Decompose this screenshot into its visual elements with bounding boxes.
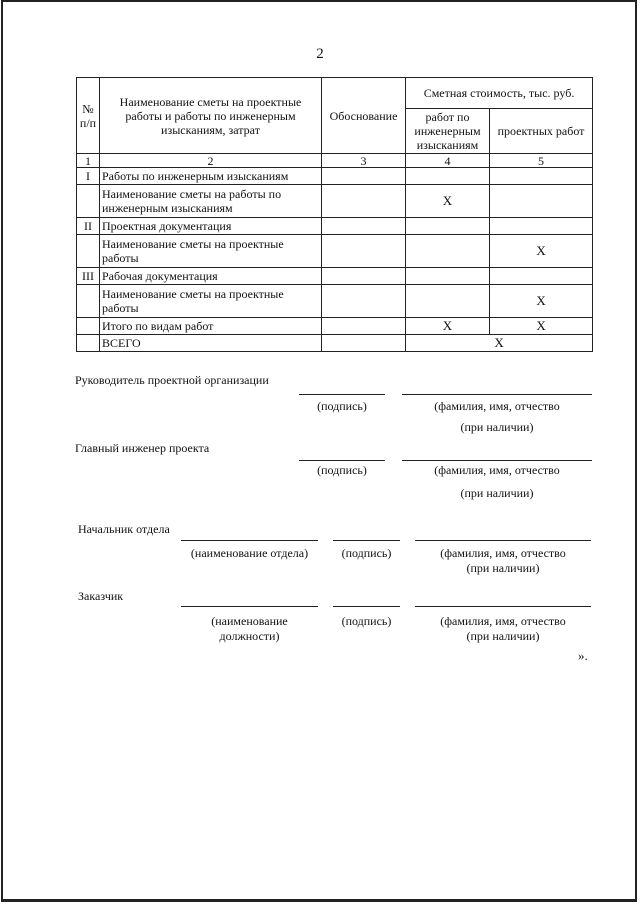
- table-row: [77, 268, 593, 285]
- dept-head-signature-line: [333, 540, 400, 541]
- customer-fio-note: (при наличии): [466, 629, 540, 643]
- customer-title: Заказчик: [78, 589, 124, 603]
- customer-signature-caption: (подпись): [341, 614, 392, 628]
- table-row: [77, 318, 593, 335]
- row-survey: [406, 235, 490, 268]
- row-design: Х: [490, 285, 593, 318]
- col-number: 4: [406, 154, 490, 168]
- customer-signature-line: [333, 606, 400, 607]
- row-survey: [406, 218, 490, 235]
- chief-engineer-fio-note: (при наличии): [460, 486, 534, 500]
- table-row: [77, 218, 593, 235]
- column-number-row: [77, 154, 593, 168]
- row-num: I: [77, 168, 100, 185]
- row-survey: [406, 268, 490, 285]
- col-number: 5: [490, 154, 593, 168]
- row-name: Наименование сметы на проектные работы: [100, 235, 322, 268]
- dept-head-title: Начальник отдела: [78, 522, 170, 536]
- table-row: [77, 185, 593, 218]
- row-design: Х: [490, 235, 593, 268]
- head-org-signature-line: [299, 394, 385, 395]
- row-design: Х: [490, 318, 593, 335]
- customer-position-caption: (наименование: [211, 614, 288, 628]
- row-name: Рабочая документация: [100, 268, 322, 285]
- customer-position-line: [181, 606, 318, 607]
- customer-fio-caption: (фамилия, имя, отчество: [440, 614, 566, 628]
- dept-head-fio-caption: (фамилия, имя, отчество: [440, 546, 566, 560]
- row-survey: [406, 285, 490, 318]
- chief-engineer-fio-caption: (фамилия, имя, отчество: [434, 463, 560, 477]
- table-row: [77, 235, 593, 268]
- table-row: [77, 168, 593, 185]
- estimate-table: [76, 77, 593, 352]
- chief-engineer-title: Главный инженер проекта: [75, 441, 210, 455]
- row-basis: [322, 285, 406, 318]
- row-name: Работы по инженерным изысканиям: [100, 168, 322, 185]
- row-design: [490, 268, 593, 285]
- chief-engineer-signature-caption: (подпись): [317, 463, 367, 477]
- head-org-title: Руководитель проектной организации: [75, 373, 269, 387]
- row-basis: [322, 268, 406, 285]
- row-basis: [322, 168, 406, 185]
- dept-head-fio-line: [415, 540, 591, 541]
- head-org-fio-caption: (фамилия, имя, отчество: [434, 399, 560, 413]
- row-survey: [406, 168, 490, 185]
- total-num: [77, 335, 100, 352]
- row-num: II: [77, 218, 100, 235]
- row-survey: Х: [406, 185, 490, 218]
- customer-position-note: должности): [219, 629, 280, 643]
- row-name: Итого по видам работ: [100, 318, 322, 335]
- row-num: III: [77, 268, 100, 285]
- row-num: [77, 318, 100, 335]
- row-name: Наименование сметы на проектные работы: [100, 285, 322, 318]
- row-num: [77, 185, 100, 218]
- row-num: [77, 235, 100, 268]
- header-name: Наименование сметы на проектные работы и работы по инженерным изысканиям, затрат: [100, 78, 322, 154]
- total-value: Х: [406, 335, 593, 352]
- row-num: [77, 285, 100, 318]
- header-cost-group: Сметная стоимость, тыс. руб.: [406, 78, 593, 109]
- col-number: 2: [100, 154, 322, 168]
- row-basis: [322, 235, 406, 268]
- head-org-fio-note: (при наличии): [460, 420, 534, 434]
- row-design: [490, 185, 593, 218]
- col-number: 3: [322, 154, 406, 168]
- dept-head-signature-caption: (подпись): [341, 546, 392, 560]
- closing-quote-mark: ».: [578, 648, 588, 663]
- row-basis: [322, 185, 406, 218]
- header-cost-design: проектных работ: [490, 109, 593, 154]
- total-basis: [322, 335, 406, 352]
- row-design: [490, 168, 593, 185]
- row-design: [490, 218, 593, 235]
- table-row: [77, 285, 593, 318]
- row-name: Проектная документация: [100, 218, 322, 235]
- total-label: ВСЕГО: [100, 335, 322, 352]
- col-number: 1: [77, 154, 100, 168]
- dept-head-dept-line: [181, 540, 318, 541]
- customer-fio-line: [415, 606, 591, 607]
- row-basis: [322, 318, 406, 335]
- header-basis: Обоснование: [322, 78, 406, 154]
- page-number: 2: [316, 46, 324, 62]
- head-org-signature-caption: (подпись): [317, 399, 367, 413]
- dept-head-dept-caption: (наименование отдела): [190, 546, 309, 560]
- row-basis: [322, 218, 406, 235]
- dept-head-fio-note: (при наличии): [466, 561, 540, 575]
- row-survey: Х: [406, 318, 490, 335]
- header-cost-survey: работ по инженерным изысканиям: [406, 109, 490, 154]
- total-row: [77, 335, 593, 352]
- header-num: № п/п: [77, 78, 100, 154]
- head-org-fio-line: [402, 394, 592, 395]
- row-name: Наименование сметы на работы по инженерным изысканиям: [100, 185, 322, 218]
